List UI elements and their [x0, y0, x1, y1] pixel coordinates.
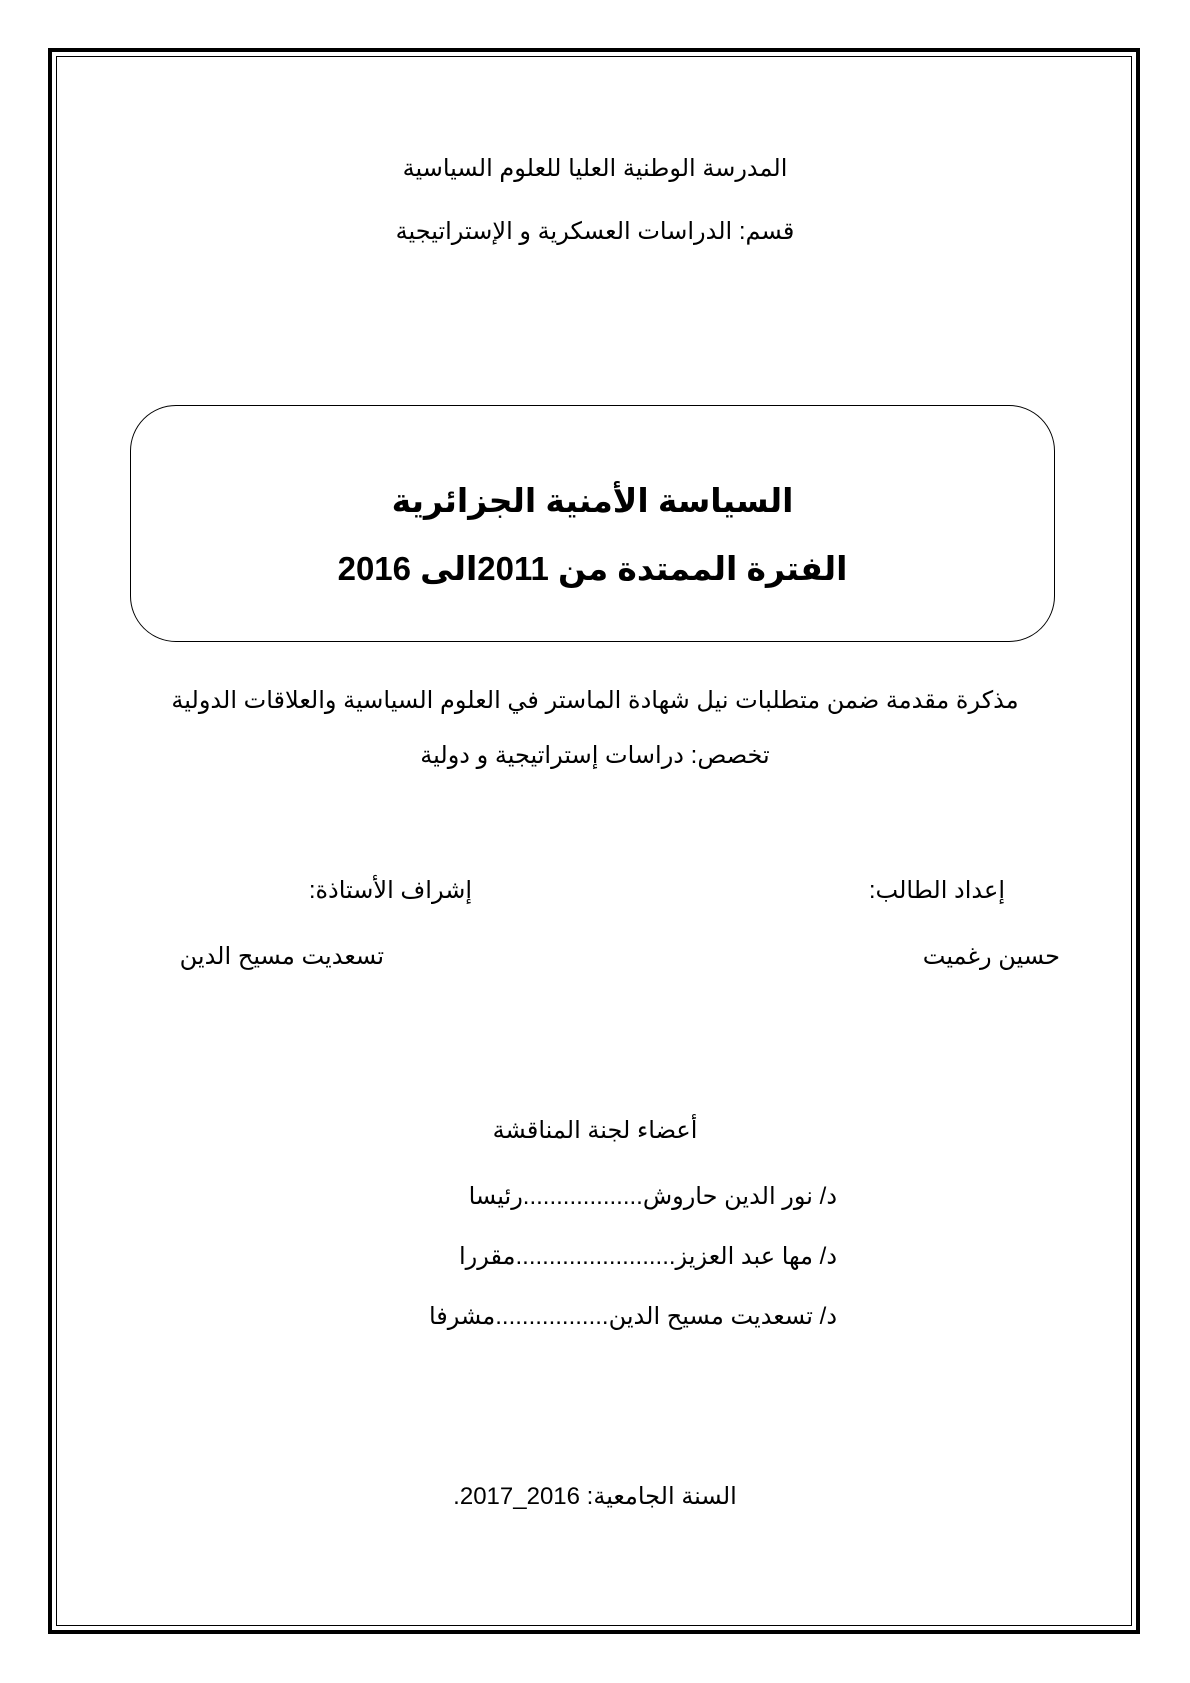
thesis-subtitle: الفترة الممتدة من 2011الى 2016	[337, 550, 848, 587]
academic-year: السنة الجامعية: 2016_2017.	[453, 1483, 737, 1510]
department-name: قسم: الدراسات العسكرية و الإستراتيجية	[395, 218, 795, 245]
memo-description: مذكرة مقدمة ضمن متطلبات نيل شهادة الماستر في العلوم السياسية والعلاقات الدولية	[171, 687, 1019, 714]
committee-member-1: د/ نور الدين حاروش..................رئيسا	[468, 1183, 837, 1210]
committee-member-3: د/ تسعديت مسيح الدين.................مشرفا	[428, 1303, 837, 1330]
thesis-title: السياسة الأمنية الجزائرية	[391, 482, 794, 519]
supervisor-name: تسعديت مسيح الدين	[179, 943, 384, 970]
page-border-inner	[56, 56, 1132, 1626]
memo-specialty: تخصص: دراسات إستراتيجية و دولية	[420, 742, 770, 769]
school-name: المدرسة الوطنية العليا للعلوم السياسية	[402, 155, 788, 182]
title-box	[130, 405, 1055, 642]
committee-heading: أعضاء لجنة المناقشة	[492, 1117, 698, 1144]
supervisor-label: إشراف الأستاذة:	[308, 877, 472, 904]
committee-member-2: د/ مها عبد العزيز........................مقررا	[459, 1243, 837, 1270]
student-label: إعداد الطالب:	[868, 877, 1005, 904]
student-name: حسين رغميت	[922, 943, 1060, 970]
